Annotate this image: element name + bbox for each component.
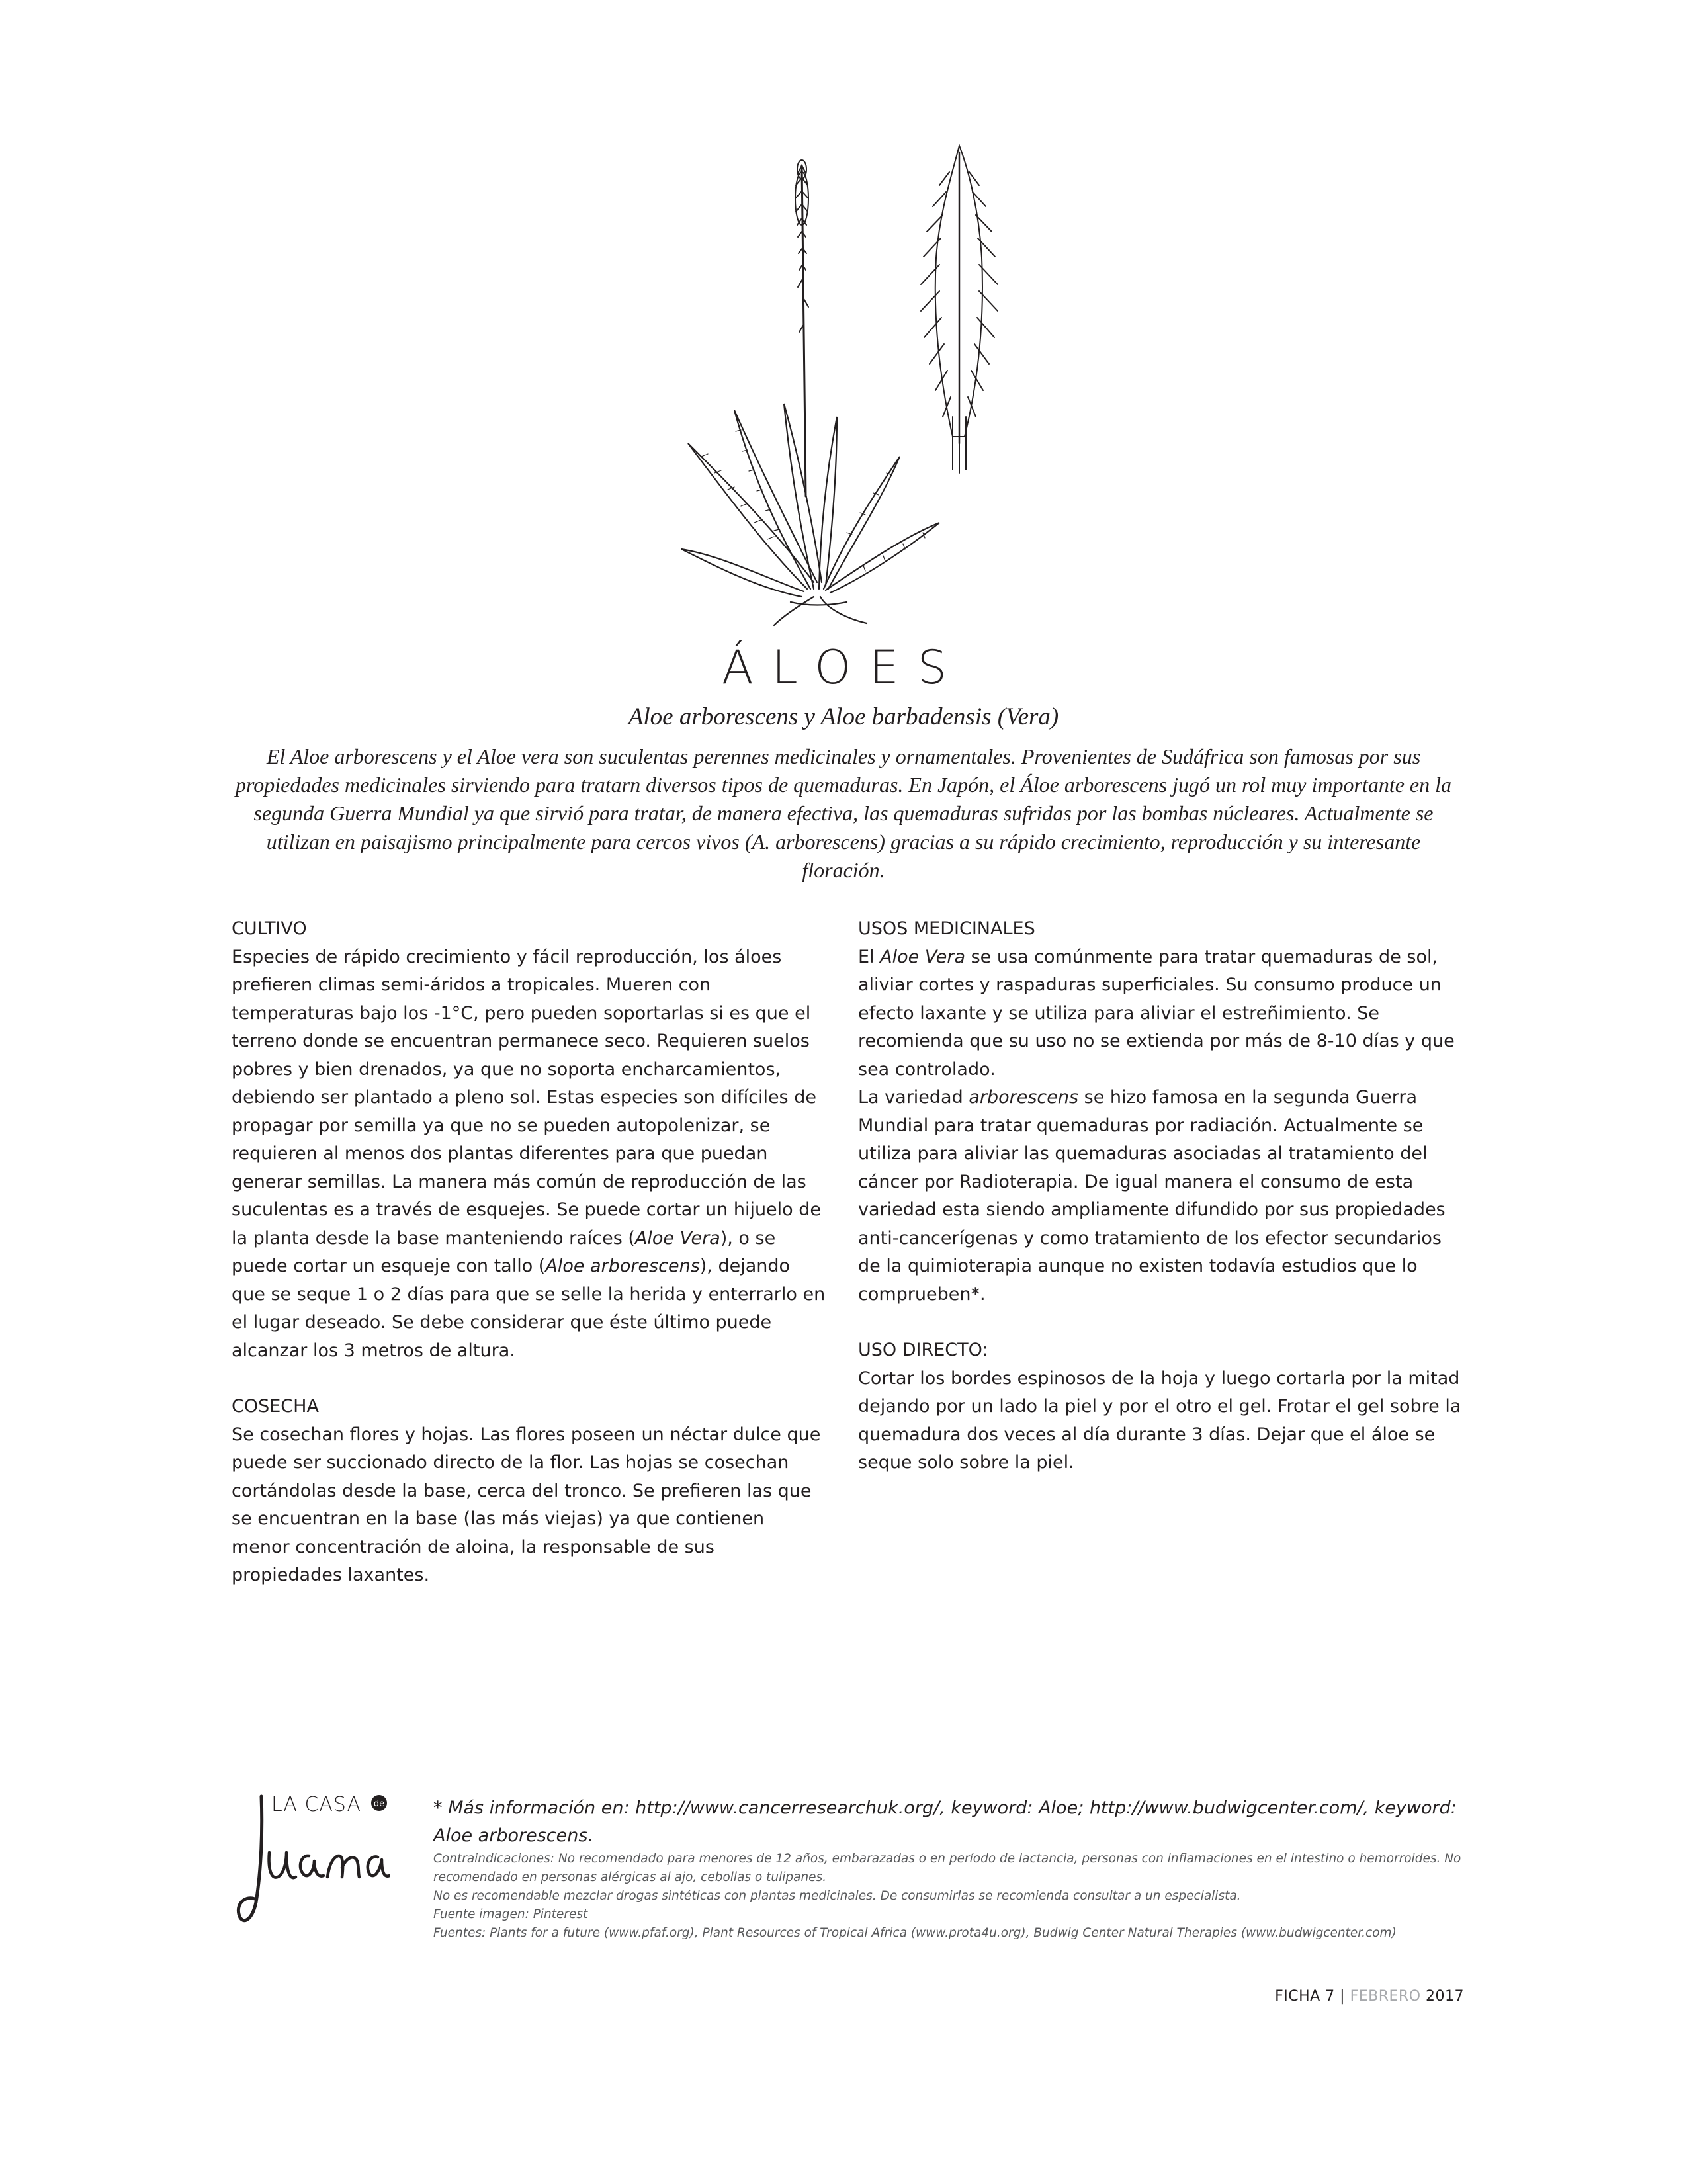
image-source-note: Fuente imagen: Pinterest [433,1907,588,1921]
cultivo-em-1: Aloe Vera [634,1227,720,1248]
uso-directo-section [858,1336,1467,1477]
contraindications-note: Contraindicaciones: No recomendado para menores de 12 años, embarazadas o en período de lactancia, personas con inflamaciones en el intestino o hemorroides. No recomendado en personas alérgicas al ajo, cebollas o tulipanes. [433,1852,1461,1884]
cultivo-em-2: Aloe arborescens [545,1256,700,1276]
cosecha-heading: COSECHA [232,1396,319,1417]
year-label: 2017 [1420,1988,1464,2005]
uso-directo-heading: USO DIRECTO: [858,1340,988,1360]
logo-script-graphic [235,1790,390,1932]
usos-paragraph-1 [858,943,1467,1084]
cultivo-heading: CULTIVO [232,918,307,939]
logo-de-badge: de [373,1799,385,1809]
usos-section [858,915,1467,1309]
usos-p1-b: se usa comúnmente para tratar quemaduras de sol, aliviar cortes y raspaduras superficiales. Su consumo produce un efecto laxante y se utiliza para aliviar el estreñimiento. Se recomienda que su uso no se extienda por más de 8-10 días y que sea controlado. [858,946,1455,1080]
usos-paragraph-2 [858,1084,1467,1309]
cultivo-text-3: ), dejando que se seque 1 o 2 días para que se selle la herida y enterrarlo en el lugar deseado. Se debe considerar que éste último puede alcanzar los 3 metros de altura. [232,1256,826,1361]
usos-heading: USOS MEDICINALES [858,918,1035,939]
cosecha-section [232,1393,827,1590]
la-casa-de-juana-logo [235,1790,390,1932]
footnotes [433,1794,1465,1943]
cultivo-text-1: Especies de rápido crecimiento y fácil reproducción, los áloes prefieren climas semi-áridos a tropicales. Mueren con temperaturas bajo los -1°C, pero pueden soportarlas si es que el terreno donde se encuentran permanece seco. Requieren suelos pobres y bien drenados, ya que no soporta encharcamientos, debiendo ser plantado a pleno sol. Estas especies son difíciles de propagar por semilla ya que no se pueden autopolenizar, se requieren al menos dos plantas diferentes para que puedan generar semillas. La manera más común de reproducción de las suculentas es a través de esquejes. Se puede cortar un hijuelo de la planta desde la base manteniendo raíces ( [232,946,822,1248]
footer-separator: | [1334,1988,1350,2005]
page-title: ÁLOES [721,640,966,695]
usos-p2-b: se hizo famosa en la segunda Guerra Mundial para tratar quemaduras por radiación. Actualmente se utiliza para aliviar las quemaduras asociadas al tratamiento del cáncer por Radioterapia. De igual manera el consumo de esta variedad esta siendo ampliamente difundido por sus propiedades anti-cancerígenas y como tratamiento de los efector secundarios de la quimioterapia aunque no existen todavía estudios que lo comprueben*. [858,1087,1446,1305]
cosecha-text: Se cosechan flores y hojas. Las flores poseen un néctar dulce que puede ser succionado directo de la flor. Las hojas se cosechan cortándolas desde la base, cerca del tronco. Se prefieren las que se encuentran en la base (las más viejas) ya que contienen menor concentración de aloina, la responsable de sus propiedades laxantes. [232,1424,821,1585]
right-column [858,915,1467,1477]
cultivo-text-2: ), o se puede cortar un esqueje con tallo ( [232,1227,776,1276]
more-info-note: * Más información en: http://www.cancerresearchuk.org/, keyword: Aloe; http://www.budwigcenter.com/, keyword: Aloe arborescens. [433,1798,1457,1846]
intro-paragraph [225,742,1462,885]
aloe-plant-icon [648,126,1032,629]
left-column [232,915,827,1590]
month-label: FEBRERO [1350,1988,1421,2005]
ficha-label: FICHA 7 [1275,1988,1335,2005]
aloe-illustration [648,126,1032,629]
intro-text: El Aloe arborescens y el Aloe vera son suculentas perennes medicinales y ornamentales. Provenientes de Sudáfrica son famosas por sus propiedades medicinales sirviendo para tratarn diversos tipos de quemaduras. En Japón, el Áloe arborescens jugó un rol muy importante en la segunda Guerra Mundial ya que sirvió para tratar, de manera efectiva, las quemaduras sufridas por las bombas núcleares. Actualmente se utilizan en paisajismo principalmente para cercos vivos (A. arborescens) gracias a su rápido crecimiento, reproducción y su interesante floración. [235,744,1451,882]
cultivo-section [232,915,827,1365]
usos-p2-em: arborescens [969,1087,1079,1108]
sources-note: Fuentes: Plants for a future (www.pfaf.org), Plant Resources of Tropical Africa (www.prota4u.org), Budwig Center Natural Therapies (www.budwigcenter.com) [433,1926,1397,1940]
usos-p1-a: El [858,946,881,967]
cultivo-text [232,943,827,1366]
usos-p1-em: Aloe Vera [880,946,965,967]
logo-top-text: LA CASA [271,1793,362,1816]
usos-p2-a: La variedad [858,1087,969,1108]
uso-directo-text: Cortar los bordes espinosos de la hoja y luego cortarla por la mitad dejando por un lado la piel y por el otro el gel. Frotar el gel sobre la quemadura dos veces al día durante 3 días. Dejar que el áloe se seque solo sobre la piel. [858,1368,1461,1473]
warning-note: No es recomendable mezclar drogas sintéticas con plantas medicinales. De consumirlas se recomienda consultar a un especialista. [433,1889,1241,1903]
page-subtitle: Aloe arborescens y Aloe barbadensis (Vera) [628,703,1059,730]
page-footer [1275,1988,1464,2005]
